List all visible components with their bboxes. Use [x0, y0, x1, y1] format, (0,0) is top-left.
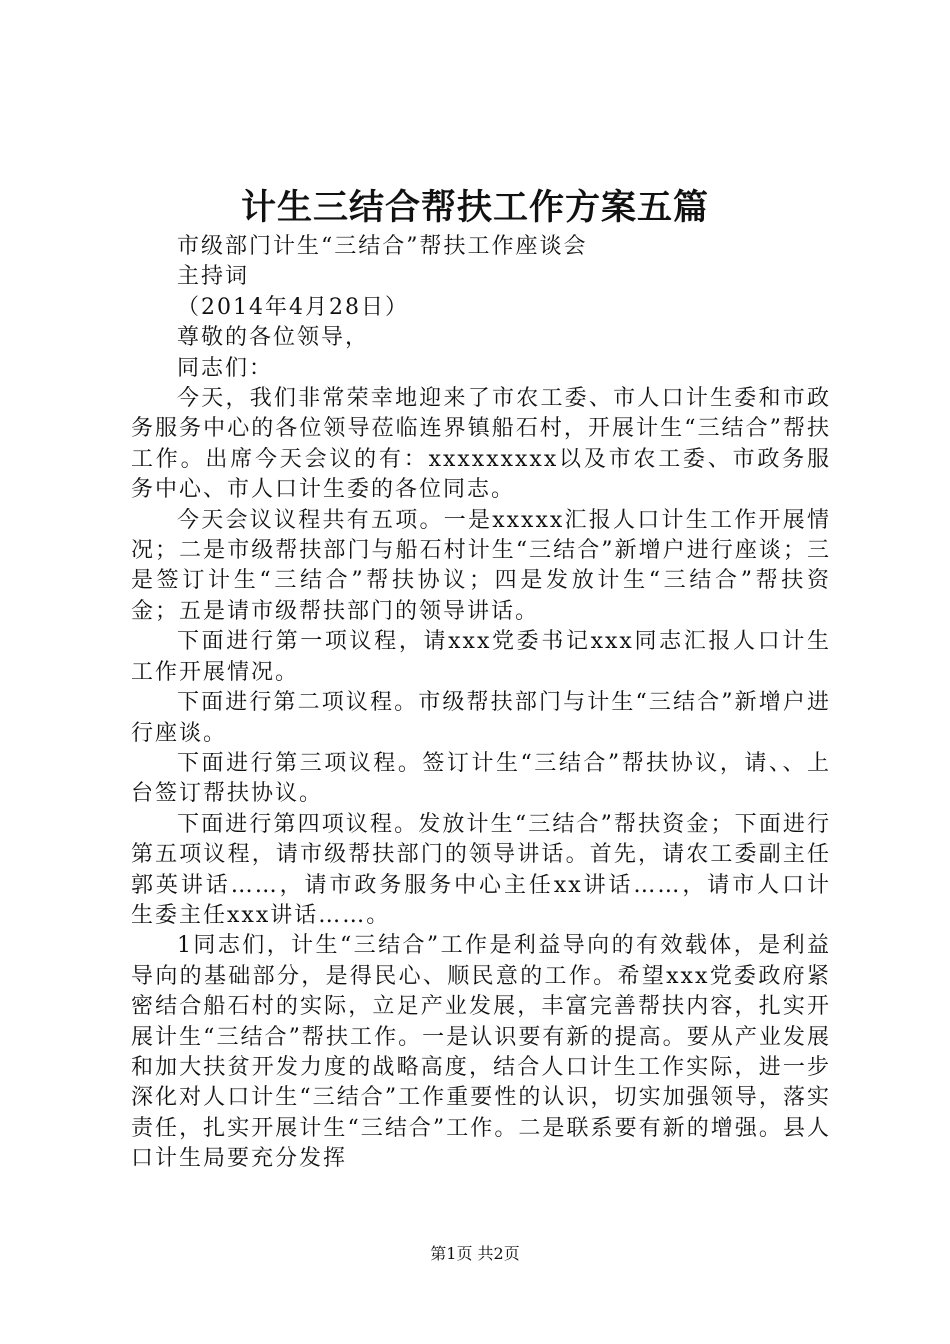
document-title: 计生三结合帮扶工作方案五篇 [240, 187, 709, 228]
paragraph-item-4-5: 下面进行第四项议程。发放计生“三结合”帮扶资金；下面进行第五项议程，请市级帮扶部门的领导讲话。首先，请农工委副主任郭英讲话……，请市政务服务中心主任xx讲话……，请市人口计生委主任xxx讲话……。 [131, 811, 831, 928]
paragraph-item-3: 下面进行第三项议程。签订计生“三结合”帮扶协议，请、、上台签订帮扶协议。 [131, 750, 831, 807]
meeting-subject-line-2: 主持词 [177, 264, 250, 290]
page-footer: 第1页 共2页 [430, 1244, 520, 1263]
paragraph-agenda: 今天会议议程共有五项。一是xxxxx汇报人口计生工作开展情况；二是市级帮扶部门与船石村计生“三结合”新增户进行座谈；三是签订计生“三结合”帮扶协议；四是发放计生“三结合”帮扶资金；五是请市级帮扶部门的领导讲话。 [131, 507, 831, 624]
paragraph-speech: 1同志们，计生“三结合”工作是利益导向的有效载体，是利益导向的基础部分，是得民心、顺民意的工作。希望xxx党委政府紧密结合船石村的实际，立足产业发展，丰富完善帮扶内容，扎实开展计生“三结合”帮扶工作。一是认识要有新的提高。要从产业发展和加大扶贫开发力度的战略高度，结合人口计生工作实际，进一步深化对人口计生“三结合”工作重要性的认识，切实加强领导，落实责任，扎实开展计生“三结合”工作。二是联系要有新的增强。县人口计生局要充分发挥 [131, 933, 831, 1172]
meeting-subject-line: 市级部门计生“三结合”帮扶工作座谈会 [177, 234, 588, 259]
document-body [131, 232, 831, 1175]
paragraph-item-2: 下面进行第二项议程。市级帮扶部门与计生“三结合”新增户进行座谈。 [131, 690, 831, 746]
meeting-date: （2014年4月28日） [177, 294, 409, 320]
salutation-comrades: 同志们： [177, 355, 274, 381]
paragraph-opening: 今天，我们非常荣幸地迎来了市农工委、市人口计生委和市政务服务中心的各位领导莅临连界镇船石村，开展计生“三结合”帮扶工作。出席今天会议的有：xxxxxxxxx以及市农工委、市政务服务中心、市人口计生委的各位同志。 [131, 386, 831, 503]
salutation: 尊敬的各位领导， [177, 325, 370, 351]
paragraph-item-1: 下面进行第一项议程，请xxx党委书记xxx同志汇报人口计生工作开展情况。 [131, 629, 831, 685]
